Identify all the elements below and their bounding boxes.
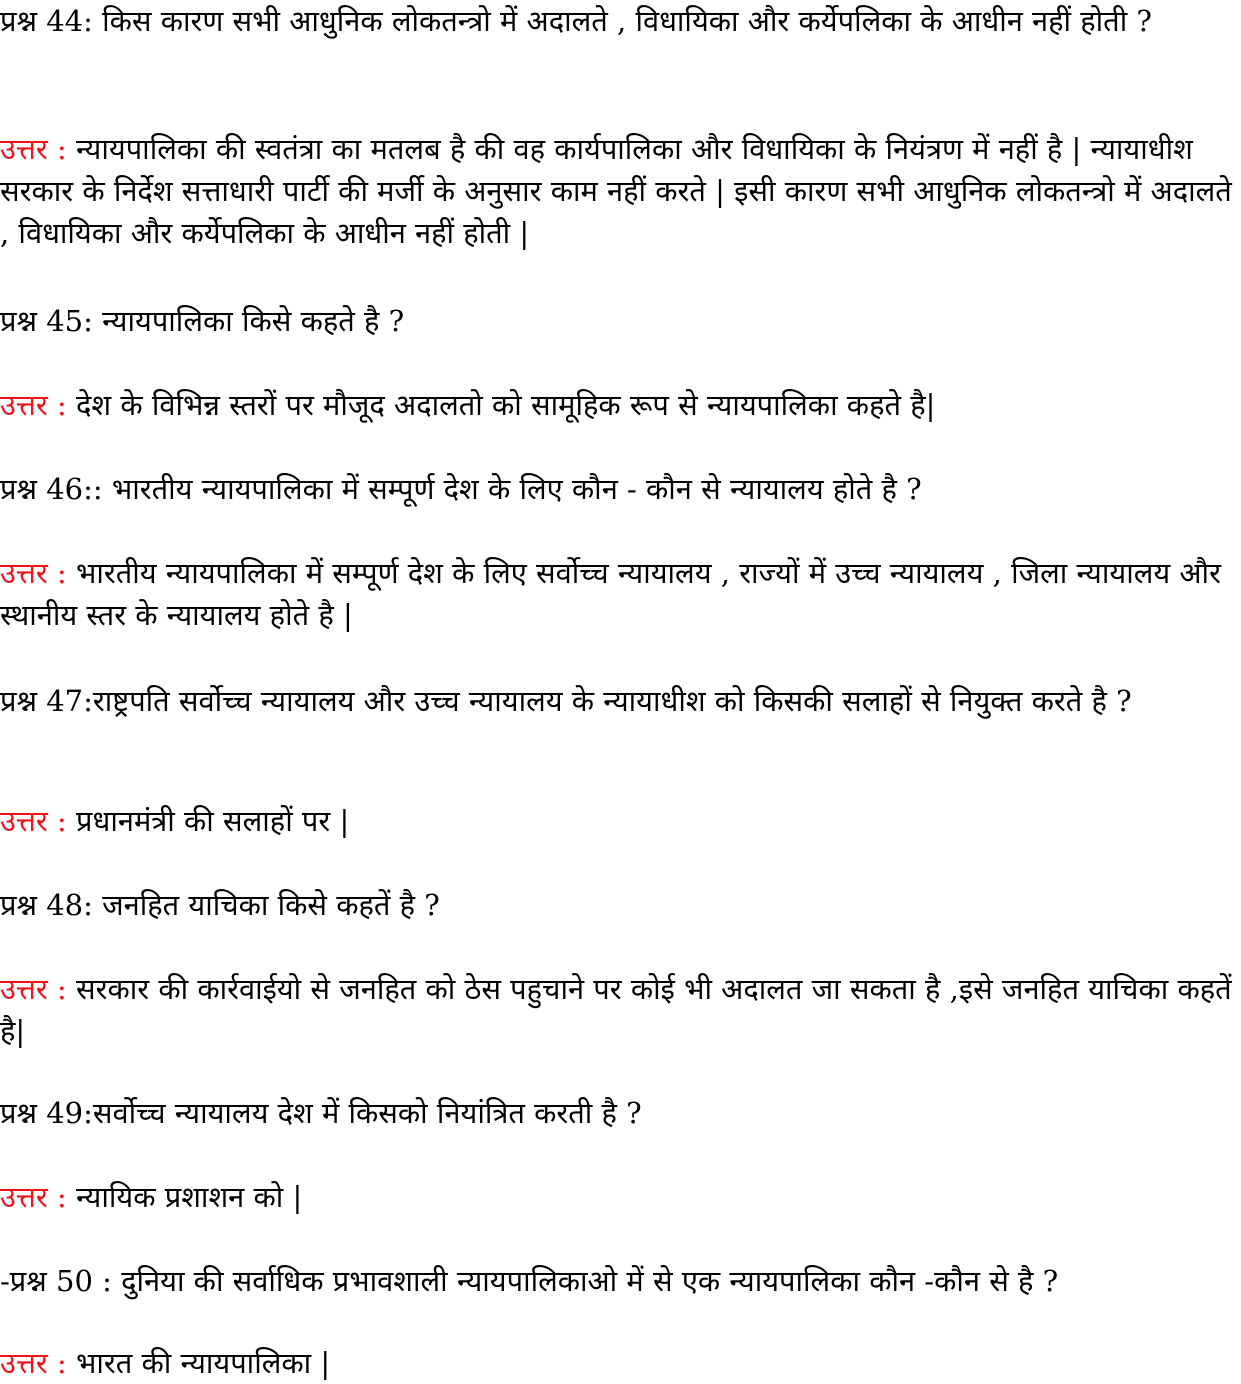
answer-44 xyxy=(0,128,1241,254)
question-50 xyxy=(0,1260,1241,1302)
question-44 xyxy=(0,0,1241,42)
question-text: प्रश्न 45: न्यायपालिका किसे कहते है ? xyxy=(0,304,405,338)
question-46 xyxy=(0,468,1241,510)
answer-label: उत्तर : xyxy=(0,132,67,166)
question-text: प्रश्न 49:सर्वोच्च न्यायालय देश में किसको नियांत्रित करती है ? xyxy=(0,1096,642,1130)
question-49 xyxy=(0,1092,1241,1134)
question-text: प्रश्न 48: जनहित याचिका किसे कहतें है ? xyxy=(0,888,440,922)
answer-label: उत्तर : xyxy=(0,972,67,1006)
answer-48 xyxy=(0,968,1241,1052)
question-text: प्रश्न 46:: भारतीय न्यायपालिका में सम्पूर्ण देश के लिए कौन - कौन से न्यायालय होते है ? xyxy=(0,472,922,506)
answer-45 xyxy=(0,384,1241,426)
question-text: -प्रश्न 50 : दुनिया की सर्वाधिक प्रभावशाली न्यायपालिकाओ में से एक न्यायपालिका कौन -कौन से है ? xyxy=(0,1264,1059,1298)
question-text: प्रश्न 44: किस कारण सभी आधुनिक लोकतन्त्रो में अदालते , विधायिका और कर्येपलिका के आधीन नहीं होती ? xyxy=(0,4,1152,38)
answer-label: उत्तर : xyxy=(0,804,67,838)
question-47 xyxy=(0,680,1241,722)
question-45 xyxy=(0,300,1241,342)
answer-text: न्यायिक प्रशाशन को | xyxy=(76,1180,303,1214)
answer-text: देश के विभिन्न स्तरों पर मौजूद अदालतो को सामूहिक रूप से न्यायपालिका कहते है| xyxy=(76,388,936,422)
answer-text: भारतीय न्यायपालिका में सम्पूर्ण देश के लिए सर्वोच्च न्यायालय , राज्यों में उच्च न्यायालय , जिला न्यायालय और स्थानीय स्तर के न्यायालय होते है | xyxy=(0,556,1221,632)
answer-46 xyxy=(0,552,1241,636)
answer-text: न्यायपालिका की स्वतंत्रा का मतलब है की वह कार्यपालिका और विधायिका के नियंत्रण में नहीं है | न्यायाधीश सरकार के निर्देश सत्ताधारी पार्टी की मर्जी के अनुसार काम नहीं करते | इसी कारण सभी आधुनिक लोकतन्त्रो में अदालते , विधायिका और कर्येपलिका के आधीन नहीं होती | xyxy=(0,132,1232,250)
question-text: प्रश्न 47:राष्ट्रपति सर्वोच्च न्यायालय और उच्च न्यायालय के न्यायाधीश को किसकी सलाहों से नियुक्त करते है ? xyxy=(0,684,1132,718)
answer-text: भारत की न्यायपालिका | xyxy=(76,1346,331,1380)
question-48 xyxy=(0,884,1241,926)
answer-50 xyxy=(0,1342,1241,1384)
answer-text: सरकार की कार्रवाईयो से जनहित को ठेस पहुचाने पर कोई भी अदालत जा सकता है ,इसे जनहित याचिका कहतें है| xyxy=(0,972,1232,1048)
answer-text: प्रधानमंत्री की सलाहों पर | xyxy=(76,804,350,838)
answer-label: उत्तर : xyxy=(0,556,67,590)
answer-49 xyxy=(0,1176,1241,1218)
answer-47 xyxy=(0,800,1241,842)
answer-label: उत्तर : xyxy=(0,1346,67,1380)
answer-label: उत्तर : xyxy=(0,388,67,422)
answer-label: उत्तर : xyxy=(0,1180,67,1214)
